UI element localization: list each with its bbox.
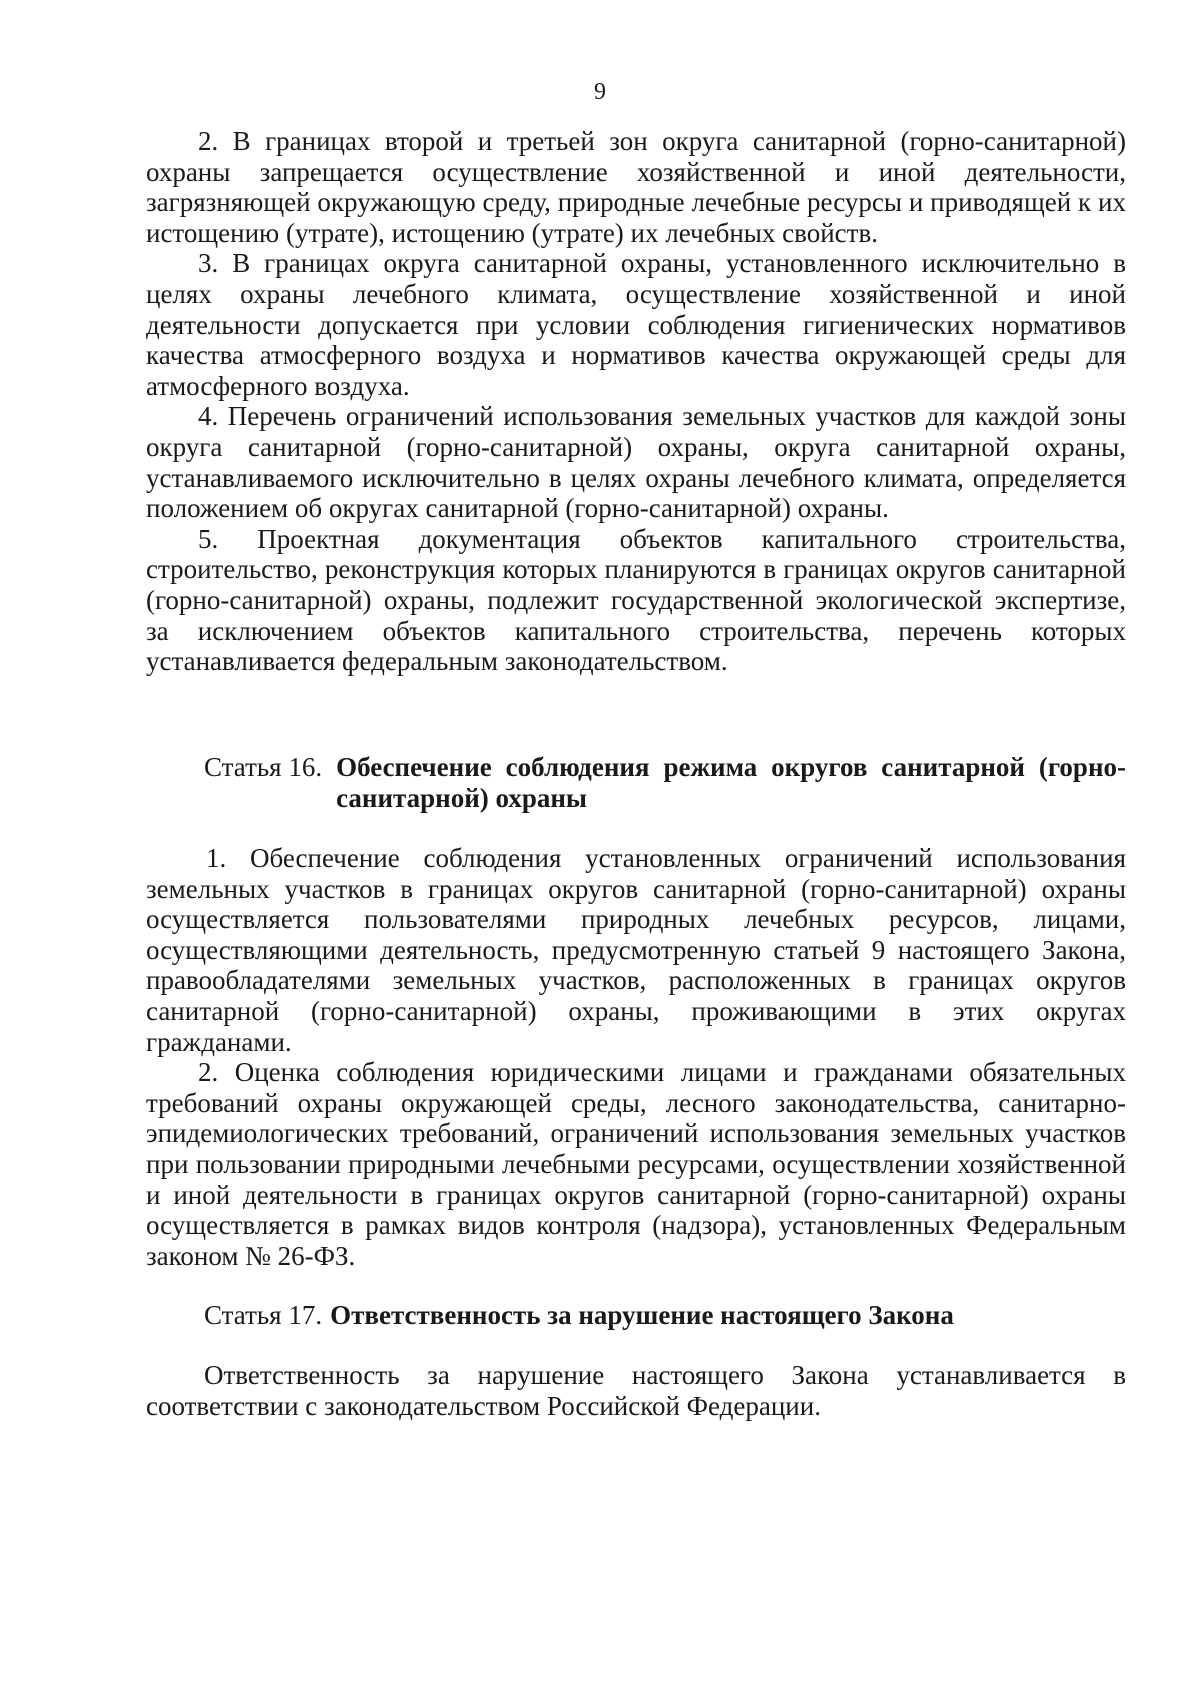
article-15-continuation: [146, 126, 1126, 677]
article-number: Статья 16.: [204, 752, 323, 782]
paragraph: Ответственность за нарушение настоящего Закона устанавливается в соответствии с законодательством Российской Федерации.: [146, 1360, 1126, 1421]
paragraph: 1. Обеспечение соблюдения установленных ограничений использования земельных участков в границах округов санитарной (горно-санитарной) охраны осуществляется пользователями природных лечебных ресурсов, лицами, осуществляющими деятельность, предусмотренную статьей 9 настоящего Закона, правообладателями земельных участков, расположенных в границах округов санитарной (горно-санитарной) охраны, проживающими в этих округах гражданами.: [146, 843, 1126, 1057]
paragraph: 2. Оценка соблюдения юридическими лицами и гражданами обязательных требований охраны окружающей среды, лесного законодательства, санитарно-эпидемиологических требований, ограничений использования земельных участков при пользовании природными лечебными ресурсами, осуществлении хозяйственной и иной деятельности в границах округов санитарной (горно-санитарной) охраны осуществляется в рамках видов контроля (надзора), установленных Федеральным законом № 26-ФЗ.: [146, 1057, 1126, 1271]
paragraph: 5. Проектная документация объектов капитального строительства, строительство, реконструкция которых планируются в границах округов санитарной (горно-санитарной) охраны, подлежит государственной экологической экспертизе, за исключением объектов капитального строительства, перечень которых устанавливается федеральным законодательством.: [146, 523, 1126, 677]
page-number: 9: [594, 79, 606, 105]
paragraph: 4. Перечень ограничений использования земельных участков для каждой зоны округа санитарной (горно-санитарной) охраны, округа санитарной охраны, устанавливаемого исключительно в целях охраны лечебного климата, определяется положением об округах санитарной (горно-санитарной) охраны.: [146, 401, 1126, 524]
article-16-heading: [146, 752, 1126, 813]
article-16-body: [146, 843, 1126, 1271]
article-17-body: [146, 1360, 1126, 1421]
paragraph: 3. В границах округа санитарной охраны, установленного исключительно в целях охраны лечебного климата, осуществление хозяйственной и иной деятельности допускается при условии соблюдения гигиенических нормативов качества атмосферного воздуха и нормативов качества окружающей среды для атмосферного воздуха.: [146, 248, 1126, 401]
article-17-heading: [146, 1300, 1126, 1331]
paragraph: 2. В границах второй и третьей зон округа санитарной (горно-санитарной) охраны запрещается осуществление хозяйственной и иной деятельности, загрязняющей окружающую среду, природные лечебные ресурсы и приводящей к их истощению (утрате), истощению (утрате) их лечебных свойств.: [146, 126, 1126, 248]
article-title: Обеспечение соблюдения режима округов санитарной (горно-санитарной) охраны: [336, 752, 1126, 813]
article-title: Ответственность за нарушение настоящего Закона: [330, 1300, 954, 1330]
article-number: Статья 17.: [204, 1300, 323, 1330]
